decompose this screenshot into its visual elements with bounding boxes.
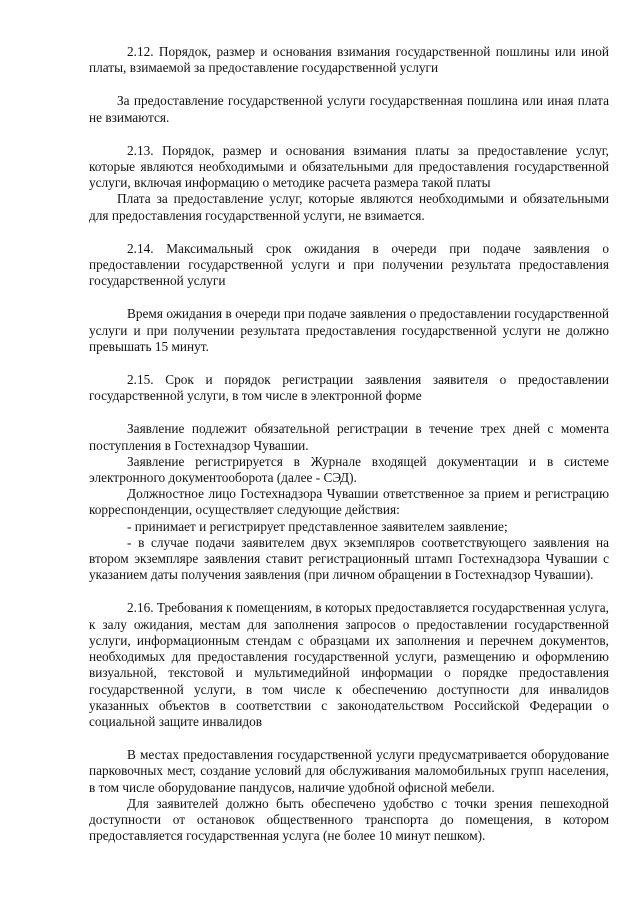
document-body bbox=[89, 44, 609, 844]
section-2-15-list-item-1: - принимает и регистрирует представленное заявителем заявление; bbox=[127, 518, 508, 534]
section-2-13-text: Плата за предоставление услуг, которые являются необходимыми и обязательными для предоставления государственной услуги, не взимается. bbox=[89, 191, 609, 223]
section-2-12-text: За предоставление государственной услуги государственная пошлина или иная плата не взимаются. bbox=[89, 93, 609, 125]
section-2-15-heading: 2.15. Срок и порядок регистрации заявления заявителя о предоставлении государственной услуги, в том числе в электронной форме bbox=[89, 372, 609, 404]
section-2-16-heading: 2.16. Требования к помещениям, в которых предоставляется государственная услуга, к залу ожидания, местам для заполнения запросов о предоставлении государственной услуги, информационным стендам с образцами их заполнения и перечнем документов, необходимых для предоставления государственной услуги, размещению и оформлению визуальной, текстовой и мультимедийной информации о порядке предоставления государственной услуги, в том числе к обеспечению доступности для инвалидов указанных объектов в соответствии с законодательством Российской Федерации о социальной защите инвалидов bbox=[89, 600, 609, 729]
section-2-15-paragraph-1: Заявление подлежит обязательной регистрации в течение трех дней с момента поступления в Гостехнадзор Чувашии. bbox=[89, 421, 609, 453]
section-2-13-heading: 2.13. Порядок, размер и основания взимания платы за предоставление услуг, которые являются необходимыми и обязательными для предоставления государственной услуги, включая информацию о методике расчета размера такой платы bbox=[89, 142, 609, 191]
section-2-14-heading: 2.14. Максимальный срок ожидания в очереди при подаче заявления о предоставлении государственной услуги и при получении результата предоставления государственной услуги bbox=[89, 240, 609, 289]
section-2-16-paragraph-2: Для заявителей должно быть обеспечено удобство с точки зрения пешеходной доступности от остановок общественного транспорта до помещения, в котором предоставляется государственная услуга (не более 10 минут пешком). bbox=[89, 795, 609, 844]
section-2-14-text: Время ожидания в очереди при подаче заявления о предоставлении государственной услуги и при получении результата предоставления государственной услуги не должно превышать 15 минут. bbox=[89, 306, 609, 354]
section-2-16-paragraph-1: В местах предоставления государственной услуги предусматривается оборудование парковочных мест, создание условий для обслуживания маломобильных групп населения, в том числе оборудование пандусов, наличие удобной офисной мебели. bbox=[89, 747, 609, 795]
section-2-15-paragraph-2: Заявление регистрируется в Журнале входящей документации и в системе электронного документооборота (далее - СЭД). bbox=[89, 453, 609, 486]
section-2-12-heading: 2.12. Порядок, размер и основания взимания государственной пошлины или иной платы, взимаемой за предоставление государственной услуги bbox=[89, 44, 609, 76]
section-2-15-paragraph-3: Должностное лицо Гостехнадзора Чувашии ответственное за прием и регистрацию корреспонденции, осуществляет следующие действия: bbox=[89, 486, 609, 518]
section-2-15-list-item-2: - в случае подачи заявителем двух экземпляров соответствующего заявления на втором экземпляре заявления ставит регистрационный штамп Гостехнадзора Чувашии с указанием даты получения заявления (при личном обращении в Гостехнадзор Чувашии). bbox=[89, 534, 609, 583]
